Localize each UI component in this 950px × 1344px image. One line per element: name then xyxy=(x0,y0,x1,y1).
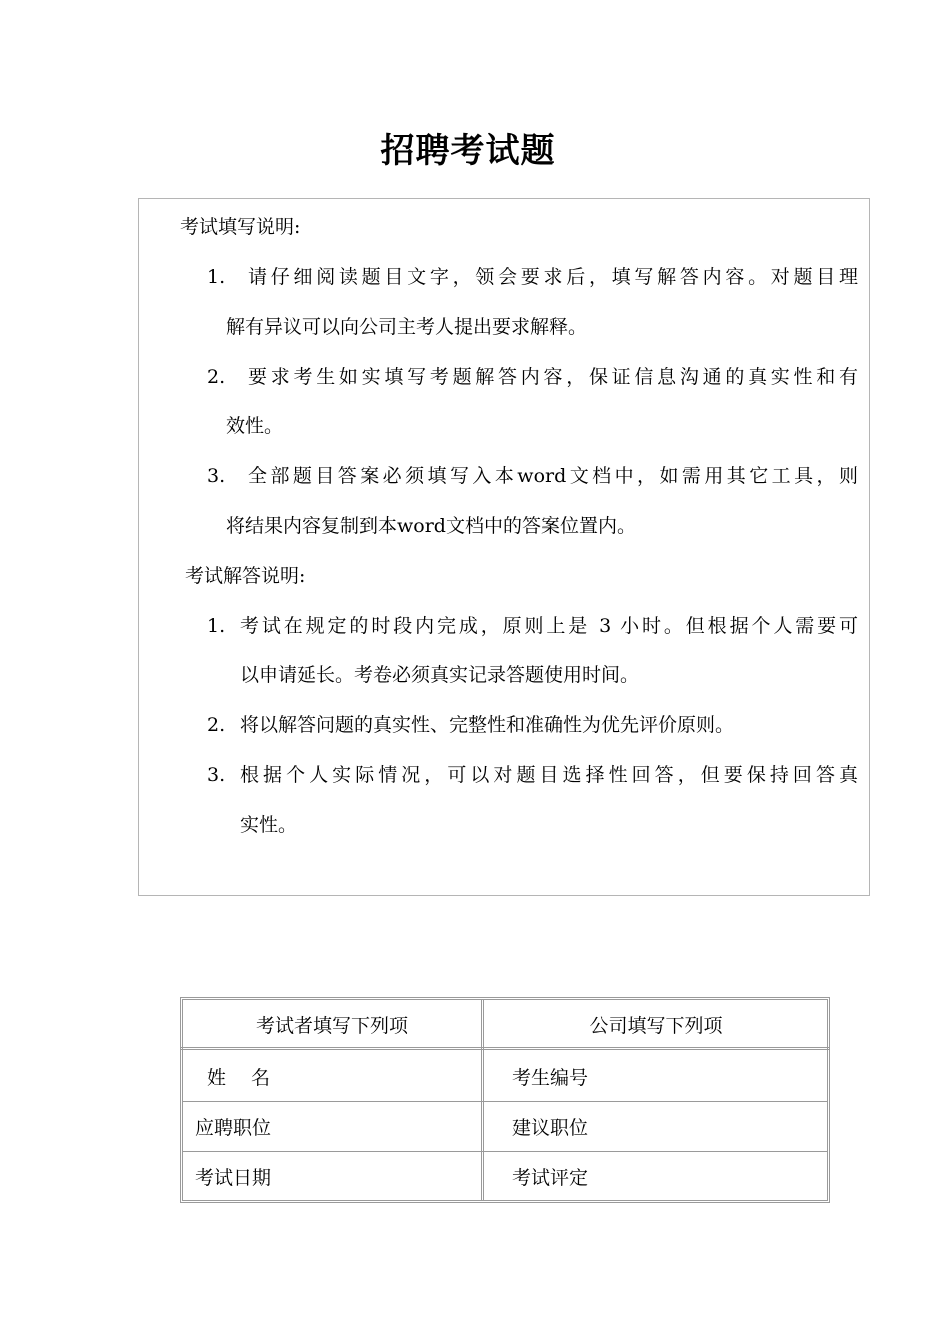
table-cell-exam-evaluation-label: 考试评定 xyxy=(512,1167,589,1189)
table-cell-name-label: 姓 名 xyxy=(207,1067,271,1089)
fill-item-number: 3. xyxy=(207,465,226,487)
table-header-divider xyxy=(180,1047,830,1050)
answer-item-number: 3. xyxy=(207,764,226,786)
answer-item-number: 1. xyxy=(207,615,226,637)
fill-item-text: 要求考生如实填写考题解答内容，保证信息沟通的真实性和有 xyxy=(248,366,858,388)
table-cell-applied-position-label: 应聘职位 xyxy=(195,1117,272,1139)
table-cell-suggested-position-label: 建议职位 xyxy=(512,1117,589,1139)
answer-item-text-cont: 实性。 xyxy=(240,814,298,836)
table-cell-candidate-number-label: 考生编号 xyxy=(512,1067,589,1089)
fill-item-text-cont: 效性。 xyxy=(226,415,284,437)
fill-instructions-heading: 考试填写说明: xyxy=(180,216,301,238)
table-header-left: 考试者填写下列项 xyxy=(255,1015,408,1037)
answer-instructions-heading: 考试解答说明: xyxy=(185,565,306,587)
answer-item-text: 将以解答问题的真实性、完整性和准确性为优先评价原则。 xyxy=(240,714,735,736)
answer-item-number: 2. xyxy=(207,714,226,736)
table-cell-exam-date-label: 考试日期 xyxy=(195,1167,272,1189)
instructions-box xyxy=(138,198,870,896)
table-row-divider xyxy=(183,1151,827,1152)
fill-item-text: 请仔细阅读题目文字，领会要求后，填写解答内容。对题目理 xyxy=(248,266,858,288)
page-title: 招聘考试题 xyxy=(380,131,556,171)
table-column-divider xyxy=(481,1000,484,1200)
fill-item-number: 2. xyxy=(207,366,226,388)
table-header-right: 公司填写下列项 xyxy=(589,1015,723,1037)
answer-item-text-cont: 以申请延长。考卷必须真实记录答题使用时间。 xyxy=(240,664,640,686)
answer-item-text: 考试在规定的时段内完成，原则上是 3 小时。但根据个人需要可 xyxy=(240,615,858,637)
fill-item-text-cont: 将结果内容复制到本word文档中的答案位置内。 xyxy=(226,515,636,537)
fill-item-text: 全部题目答案必须填写入本word文档中，如需用其它工具，则 xyxy=(248,465,858,487)
fill-item-number: 1. xyxy=(207,266,226,288)
table-row-divider xyxy=(183,1101,827,1102)
answer-item-text: 根据个人实际情况，可以对题目选择性回答，但要保持回答真 xyxy=(240,764,858,786)
fill-item-text-cont: 解有异议可以向公司主考人提出要求解释。 xyxy=(226,316,588,338)
